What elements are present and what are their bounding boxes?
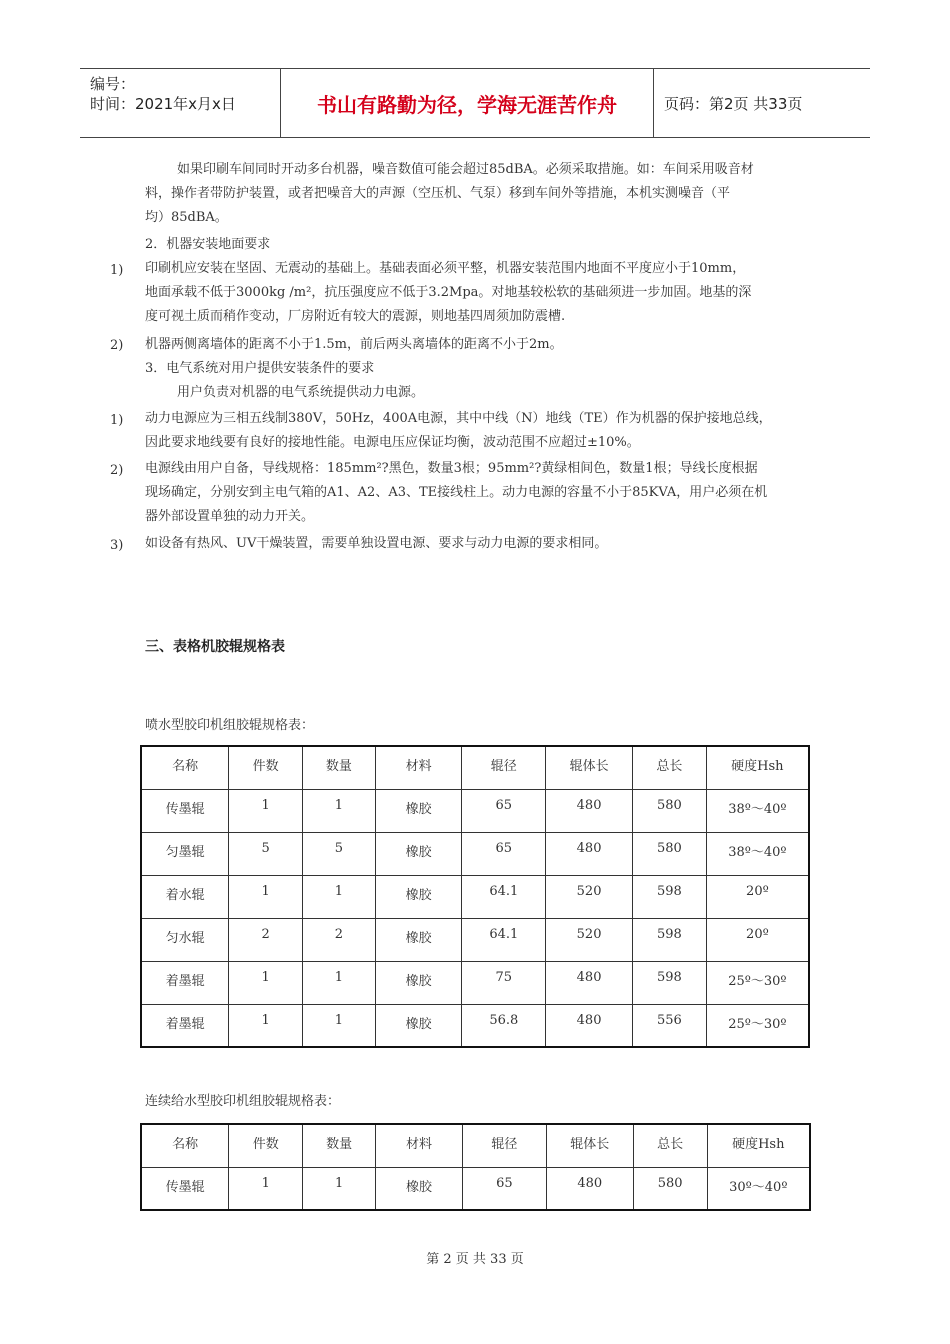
table-cell: 着水辊: [141, 875, 229, 918]
table-cell: 580: [633, 1167, 707, 1210]
column-header: 辊径: [462, 1124, 546, 1167]
table2-caption: 连续给水型胶印机组胶辊规格表：: [145, 1094, 341, 1109]
list-item-line: 现场确定，分别安到主电气箱的A1、A2、A3、TE接线柱上。动力电源的容量不小于85KVA，用户必须在机: [145, 485, 768, 500]
table-row: [141, 918, 809, 961]
section3-intro: 用户负责对机器的电气系统提供动力电源。: [177, 385, 425, 400]
column-header: 件数: [229, 746, 303, 789]
table-cell: 1: [229, 875, 303, 918]
table-cell: 65: [462, 832, 546, 875]
roller-spec-table-1: [140, 745, 810, 1048]
table-cell: 匀水辊: [141, 918, 229, 961]
list-item-line: 度可视土质而稍作变动，厂房附近有较大的震源，则地基四周须加防震槽.: [145, 309, 566, 324]
table-cell: 匀墨辊: [141, 832, 229, 875]
code-label: 编号：: [90, 75, 136, 93]
table-cell: 着墨辊: [141, 961, 229, 1004]
section2-title: 2．机器安装地面要求: [145, 237, 271, 252]
table-cell: 38º～40º: [706, 789, 809, 832]
intro-line: 均）85dBA。: [145, 210, 228, 225]
table-cell: 传墨辊: [141, 789, 229, 832]
column-header: 名称: [141, 1124, 229, 1167]
list-number: 1): [110, 263, 124, 278]
table-cell: 1: [302, 789, 375, 832]
column-header: 数量: [303, 1124, 376, 1167]
table-row: [141, 789, 809, 832]
header-page-info: 页码：第2页 共33页: [664, 94, 803, 113]
column-header: 材料: [376, 1124, 463, 1167]
table-cell: 2: [302, 918, 375, 961]
list-item-line: 动力电源应为三相五线制380V，50Hz，400A电源，其中中线（N）地线（TE）作为机器的保护接地总线，: [145, 411, 772, 426]
table-cell: 20º: [706, 918, 809, 961]
table-cell: 480: [546, 1167, 633, 1210]
column-header: 硬度Hsh: [707, 1124, 810, 1167]
section3-title: 3．电气系统对用户提供安装条件的要求: [145, 361, 375, 376]
table-header-row: [141, 746, 809, 789]
column-header: 辊体长: [546, 746, 633, 789]
header-motto: 书山有路勤为径，学海无涯苦作舟: [281, 69, 654, 137]
list-item-line: 地面承载不低于3000kg /m²，抗压强度应不低于3.2Mpa。对地基较松软的基础须进一步加固。地基的深: [145, 285, 752, 300]
table-cell: 1: [302, 1004, 375, 1047]
table-cell: 橡胶: [375, 1004, 462, 1047]
table-cell: 480: [546, 832, 633, 875]
column-header: 总长: [632, 746, 706, 789]
intro-line: 如果印刷车间同时开动多台机器，噪音数值可能会超过85dBA。必须采取措施。如：车间采用吸音材: [177, 162, 754, 177]
table-cell: 5: [229, 832, 303, 875]
table-cell: 25º～30º: [706, 1004, 809, 1047]
table-row: [141, 875, 809, 918]
table-cell: 520: [546, 875, 633, 918]
table-cell: 5: [302, 832, 375, 875]
table-cell: 64.1: [462, 875, 546, 918]
table-cell: 1: [229, 1004, 303, 1047]
column-header: 辊径: [462, 746, 546, 789]
list-item: [145, 407, 825, 455]
table-cell: 64.1: [462, 918, 546, 961]
table-cell: 556: [632, 1004, 706, 1047]
column-header: 辊体长: [546, 1124, 633, 1167]
table-cell: 480: [546, 1004, 633, 1047]
list-item-line: 机器两侧离墙体的距离不小于1.5m，前后两头离墙体的距离不小于2m。: [145, 337, 563, 352]
table-cell: 480: [546, 789, 633, 832]
header-meta: [80, 69, 281, 137]
table-cell: 580: [632, 789, 706, 832]
table-row: [141, 961, 809, 1004]
table-cell: 橡胶: [376, 1167, 463, 1210]
table-cell: 38º～40º: [706, 832, 809, 875]
table-row: [141, 1167, 810, 1210]
date-label: 时间：2021年x月x日: [90, 95, 236, 113]
column-header: 件数: [229, 1124, 303, 1167]
table-cell: 65: [462, 789, 546, 832]
table-cell: 1: [303, 1167, 376, 1210]
table-cell: 520: [546, 918, 633, 961]
table-cell: 1: [229, 789, 303, 832]
page-header: [80, 68, 870, 138]
table-cell: 1: [229, 961, 303, 1004]
table-cell: 橡胶: [375, 918, 462, 961]
table-cell: 着墨辊: [141, 1004, 229, 1047]
list-number: 1): [110, 413, 124, 428]
table1-caption: 喷水型胶印机组胶辊规格表：: [145, 718, 315, 733]
intro-paragraph: [145, 158, 825, 230]
table-cell: 30º～40º: [707, 1167, 810, 1210]
list-item-line: 如设备有热风、UV干燥装置，需要单独设置电源、要求与动力电源的要求相同。: [145, 536, 608, 551]
list-item: [145, 333, 825, 357]
table-row: [141, 1004, 809, 1047]
table-cell: 598: [632, 875, 706, 918]
table-cell: 橡胶: [375, 832, 462, 875]
table-cell: 1: [302, 961, 375, 1004]
table-cell: 580: [632, 832, 706, 875]
page-footer: 第 2 页 共 33 页: [426, 1252, 524, 1267]
column-header: 数量: [302, 746, 375, 789]
list-item-line: 电源线由用户自备，导线规格：185mm²?黑色，数量3根；95mm²?黄绿相间色，数量1根；导线长度根据: [145, 461, 758, 476]
list-item-line: 因此要求地线要有良好的接地性能。电源电压应保证均衡，波动范围不应超过±10%。: [145, 435, 640, 450]
table-cell: 传墨辊: [141, 1167, 229, 1210]
list-item: [145, 532, 825, 556]
intro-line: 料，操作者带防护装置，或者把噪音大的声源（空压机、气泵）移到车间外等措施，本机实测噪音（平: [145, 186, 731, 201]
table-cell: 20º: [706, 875, 809, 918]
table-cell: 598: [632, 961, 706, 1004]
table-cell: 65: [462, 1167, 546, 1210]
table-cell: 598: [632, 918, 706, 961]
table-cell: 1: [229, 1167, 303, 1210]
table-header-row: [141, 1124, 810, 1167]
table-cell: 56.8: [462, 1004, 546, 1047]
column-header: 硬度Hsh: [706, 746, 809, 789]
list-number: 2): [110, 338, 124, 353]
column-header: 材料: [375, 746, 462, 789]
list-item: [145, 257, 825, 329]
column-header: 总长: [633, 1124, 707, 1167]
table-cell: 橡胶: [375, 789, 462, 832]
table-cell: 480: [546, 961, 633, 1004]
list-item: [145, 457, 825, 529]
table-cell: 橡胶: [375, 875, 462, 918]
table-cell: 25º～30º: [706, 961, 809, 1004]
column-header: 名称: [141, 746, 229, 789]
list-number: 3): [110, 538, 124, 553]
list-item-line: 器外部设置单独的动力开关。: [145, 509, 315, 524]
table-cell: 2: [229, 918, 303, 961]
table-cell: 75: [462, 961, 546, 1004]
roller-spec-table-2: [140, 1123, 811, 1211]
table-row: [141, 832, 809, 875]
table-cell: 橡胶: [375, 961, 462, 1004]
section-heading: 三、表格机胶辊规格表: [145, 639, 285, 655]
list-number: 2): [110, 463, 124, 478]
list-item-line: 印刷机应安装在坚固、无震动的基础上。基础表面必须平整，机器安装范围内地面不平度应小于10mm，: [145, 261, 746, 276]
table-cell: 1: [302, 875, 375, 918]
